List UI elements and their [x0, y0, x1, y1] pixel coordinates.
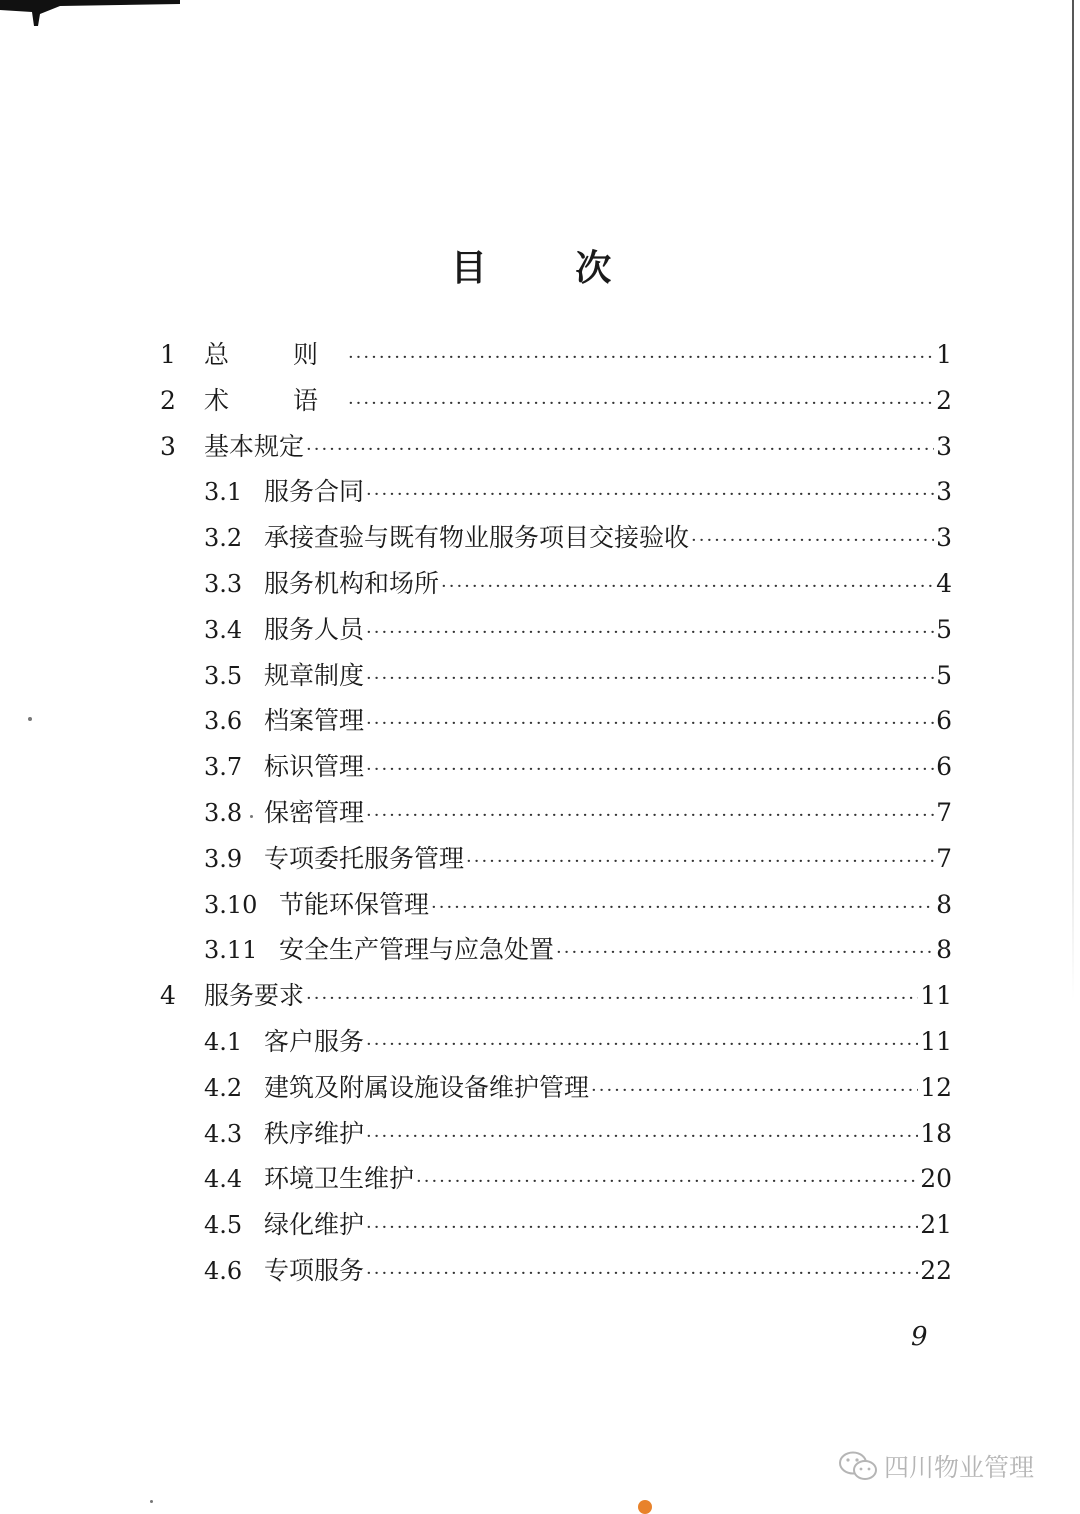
toc-entry — [160, 744, 952, 790]
toc-entry — [160, 1111, 952, 1157]
toc-entry-number: 4.3 — [204, 1119, 243, 1148]
toc-entry — [160, 378, 952, 424]
toc-leader-dots — [366, 701, 934, 747]
toc-entry — [160, 1156, 952, 1202]
toc-entry-label: 专项委托服务管理 — [264, 843, 465, 873]
toc-entry — [160, 698, 952, 744]
toc-entry-number: 3.5 — [204, 661, 243, 690]
toc-entry-label: 专项服务 — [264, 1255, 365, 1285]
toc-leader-dots — [366, 1205, 918, 1251]
toc-entry-number: 1 — [160, 340, 176, 369]
toc-entry-page: 11 — [920, 981, 952, 1011]
toc-entry — [160, 1248, 952, 1294]
toc-entry-label: 客户服务 — [264, 1026, 365, 1056]
toc-leader-dots — [366, 793, 934, 839]
toc-entry-number: 4.2 — [204, 1073, 243, 1102]
toc-entry — [160, 882, 952, 928]
toc-entry-number: 4.4 — [204, 1165, 243, 1194]
toc-entry-label: 标识管理 — [264, 752, 365, 782]
toc-entry-number: 4.1 — [204, 1027, 243, 1056]
wechat-icon — [838, 1450, 878, 1482]
toc-entry-number: 3.2 — [204, 524, 243, 553]
toc-entry-number: 4.5 — [204, 1211, 243, 1240]
toc-entry-page: 11 — [920, 1026, 952, 1056]
toc-title: 目 次 — [450, 248, 650, 289]
toc-entry — [160, 515, 952, 561]
toc-leader-dots — [366, 472, 934, 518]
toc-leader-dots — [591, 1068, 918, 1114]
toc-entry-page: 7 — [936, 843, 952, 873]
toc-entry-label: 规章制度 — [264, 660, 365, 690]
toc-leader-dots — [416, 1159, 918, 1205]
toc-entry-label: 承接查验与既有物业服务项目交接验收 — [264, 523, 690, 553]
toc-entry-page: 8 — [936, 889, 952, 919]
toc-leader-dots — [431, 885, 934, 931]
toc-entry-page: 6 — [936, 752, 952, 782]
toc-entry-label: 总 则 — [204, 340, 346, 369]
toc-entry-label: 档案管理 — [264, 706, 365, 736]
toc-leader-dots — [366, 1251, 918, 1297]
toc-entry-label: 建筑及附属设施设备维护管理 — [264, 1072, 590, 1102]
toc-entry-number: 3.6 — [204, 707, 243, 736]
toc-entry-label: 服务合同 — [264, 477, 365, 507]
scan-speck-orange — [638, 1500, 652, 1514]
toc-entry-label: 环境卫生维护 — [264, 1164, 415, 1194]
toc-entry-number: 3.8 — [204, 798, 243, 827]
watermark — [838, 1448, 1034, 1484]
toc-leader-dots — [348, 335, 934, 381]
watermark-text: 四川物业管理 — [884, 1453, 1035, 1482]
toc-entry-page: 4 — [936, 568, 952, 598]
toc-entry-page: 18 — [920, 1118, 952, 1148]
toc-entry-number: 3 — [160, 431, 176, 461]
toc-entry — [160, 973, 952, 1019]
toc-entry — [160, 607, 952, 653]
toc-entry-label: 安全生产管理与应急处置 — [279, 935, 555, 965]
toc-entry — [160, 1065, 952, 1111]
page-number: 9 — [911, 1322, 928, 1352]
toc-entry — [160, 653, 952, 699]
toc-entry-number: 3.11 — [204, 936, 258, 965]
toc-entry-label: 服务人员 — [264, 614, 365, 644]
toc-leader-dots — [366, 1114, 918, 1160]
toc-entry-label: 节能环保管理 — [279, 889, 430, 919]
toc-entry-page: 20 — [920, 1164, 952, 1194]
toc-entry-label: 绿化维护 — [264, 1210, 365, 1240]
toc-entry-number: 2 — [160, 385, 176, 415]
toc-entry-number: 3.3 — [204, 569, 243, 598]
toc-entry-page: 8 — [936, 935, 952, 965]
toc-entry-number: 4.6 — [204, 1256, 243, 1285]
toc-entry-page: 5 — [936, 614, 952, 644]
toc-entry-page: 3 — [936, 431, 952, 461]
scan-speck — [250, 815, 253, 818]
toc-entry-number: 3.1 — [204, 478, 243, 507]
toc-entry — [160, 561, 952, 607]
toc-entry-number: 4 — [160, 981, 176, 1011]
toc-entry — [160, 836, 952, 882]
toc-leader-dots — [466, 839, 934, 885]
toc-leader-dots — [366, 610, 934, 656]
toc-entry-number: 3.10 — [204, 890, 258, 919]
toc-entry — [160, 332, 952, 378]
toc-entry-label: 基本规定 — [204, 431, 305, 461]
toc-leader-dots — [306, 427, 934, 473]
toc-leader-dots — [366, 656, 934, 702]
toc-leader-dots — [366, 747, 934, 793]
toc-entry — [160, 927, 952, 973]
toc-entry-number: 3.9 — [204, 844, 243, 873]
toc-entry-page: 6 — [936, 706, 952, 736]
toc-entry-page: 21 — [920, 1210, 952, 1240]
toc-entry-page: 22 — [920, 1255, 952, 1285]
toc-entry-page: 3 — [936, 477, 952, 507]
toc-entry-page: 2 — [936, 385, 952, 415]
table-of-contents — [160, 332, 952, 1294]
toc-entry-page: 7 — [936, 797, 952, 827]
toc-entry-label: 保密管理 — [264, 797, 365, 827]
toc-leader-dots — [306, 976, 918, 1022]
toc-leader-dots — [366, 1022, 918, 1068]
toc-entry — [160, 1019, 952, 1065]
toc-entry-number: 3.4 — [204, 615, 243, 644]
toc-entry-page: 3 — [936, 523, 952, 553]
toc-entry — [160, 1202, 952, 1248]
page-edge-shadow — [1072, 0, 1074, 1000]
toc-leader-dots — [556, 930, 934, 976]
toc-leader-dots — [348, 381, 934, 427]
toc-entry — [160, 424, 952, 470]
toc-entry-number: 3.7 — [204, 753, 243, 782]
toc-entry — [160, 790, 952, 836]
scan-corner-mark — [0, 0, 300, 30]
toc-entry-label: 术 语 — [204, 385, 346, 415]
toc-entry — [160, 469, 952, 515]
toc-entry-label: 服务机构和场所 — [264, 568, 440, 598]
toc-entry-page: 1 — [936, 340, 952, 369]
toc-entry-page: 12 — [920, 1072, 952, 1102]
toc-leader-dots — [691, 518, 934, 564]
toc-entry-label: 秩序维护 — [264, 1118, 365, 1148]
toc-entry-label: 服务要求 — [204, 981, 305, 1011]
scan-speck — [28, 717, 32, 721]
scan-speck — [150, 1500, 153, 1503]
toc-entry-page: 5 — [936, 660, 952, 690]
toc-leader-dots — [441, 564, 934, 610]
